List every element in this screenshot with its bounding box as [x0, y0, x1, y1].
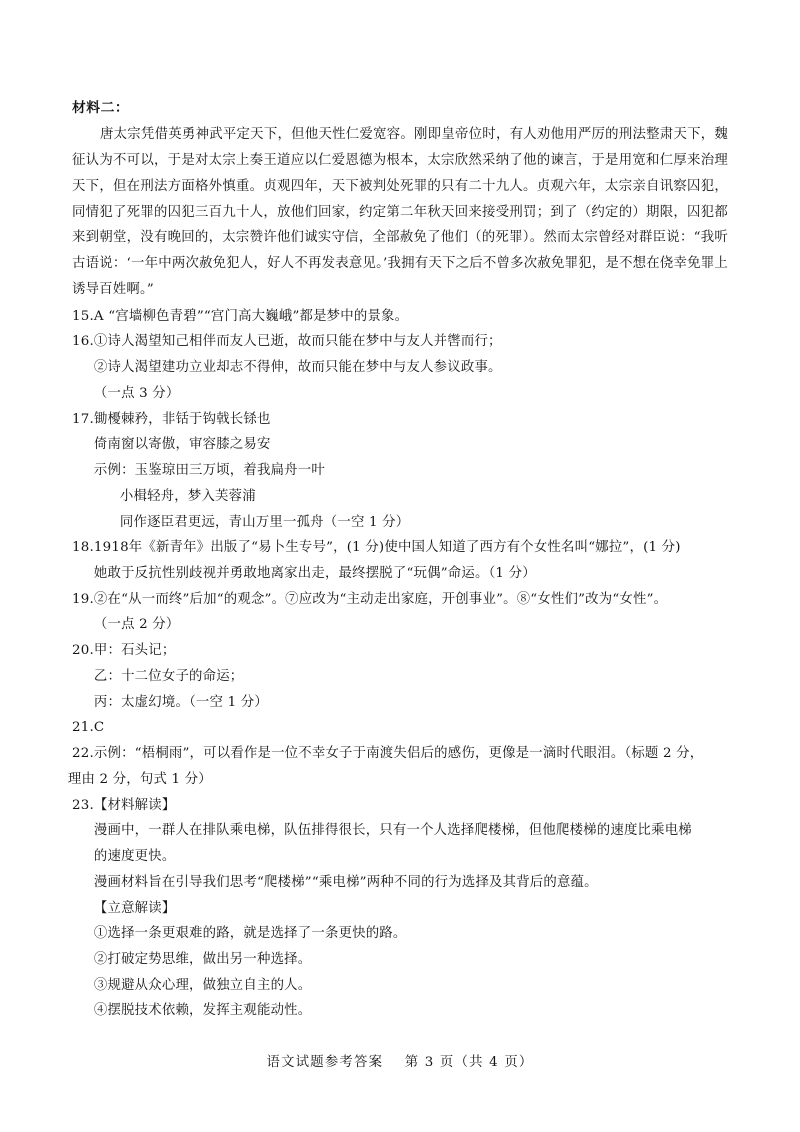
- answer-line: ②打破定势思维，做出另一种选择。: [93, 951, 312, 967]
- answer-line: 甲：石头记；: [93, 643, 176, 659]
- answer-item-18: [72, 535, 728, 586]
- material-paragraph: 唐太宗凭借英勇神武平定天下，但他天性仁爱宽容。刚即皇帝位时，有人劝他用严厉的刑法整肃天下，魏征认为不可以，于是对太宗上奏王道应以仁爱恩德为根本，太宗欣然采纳了他的谏言，于是用宽和仁厚来治理天下，但在刑法方面格外慎重。贞观四年，天下被判处死罪的只有二十九人。贞观六年，太宗亲自讯察囚犯，同情犯了死罪的囚犯三百九十人，放他们回家，约定第二年秋天回来接受刑罚；到了（约定的）期限，囚犯都来到朝堂，没有晚回的，太宗赞许他们诚实守信，全部赦免了他们（的死罪）。然而太宗曾经对群臣说：“我听古语说：‘一年中两次赦免犯人，好人不再发表意见。’我拥有天下之后不曾多次赦免罪犯，是不想在侥幸免罪上诱导百姓啊。”: [72, 127, 728, 297]
- answer-line: ①选择一条更艰难的路，就是选择了一条更快的路。: [93, 926, 407, 942]
- answer-line: ③规避从众心理，做独立自主的人。: [93, 977, 312, 993]
- answer-line: 她敢于反抗性别歧视并勇敢地离家出走，最终摆脱了“玩偶”命运。（1 分）: [93, 565, 536, 581]
- answer-line: 示例：玉鉴琼田三万顷，着我扁舟一叶: [93, 463, 325, 479]
- answer-line: ②诗人渴望建功立业却志不得伸，故而只能在梦中与友人参议政事。: [93, 360, 502, 376]
- answer-line: （一点 2 分）: [93, 617, 180, 633]
- answer-item-17: [72, 407, 728, 536]
- answer-line: 漫画材料旨在引导我们思考“爬楼梯”“乘电梯”两种不同的行为选择及其背后的意蕴。: [93, 874, 598, 890]
- answer-number: 17.: [72, 411, 94, 427]
- page-footer: [0, 1051, 800, 1070]
- answer-number: 22.: [72, 746, 94, 762]
- answer-line: 小楫轻舟，梦入芙蓉浦: [119, 488, 256, 504]
- answer-item-21: [72, 715, 728, 741]
- answer-number: 15.: [72, 308, 94, 324]
- answer-line: 理由 2 分，句式 1 分）: [67, 771, 212, 787]
- document-body: [67, 95, 728, 1024]
- answer-line: 1918年《新青年》出版了“易卜生专号”，(1 分)使中国人知道了西方有个女性名叫“娜拉”，(1 分): [93, 540, 681, 556]
- answer-line: ④摆脱技术依赖，发挥主观能动性。: [93, 1003, 312, 1019]
- answer-item-15: [72, 304, 728, 330]
- answer-line: （一点 3 分）: [93, 385, 180, 401]
- answer-line: 同作逐臣君更远，青山万里一孤舟（一空 1 分）: [119, 514, 410, 530]
- answer-line: 倚南窗以寄傲，审容膝之易安: [93, 437, 271, 453]
- answer-line: ②在“从一而终”后加“的观念”。⑦应改为“主动走出家庭，开创事业”。⑧“女性们”改为“女性”。: [93, 591, 668, 607]
- answer-subheading: 【立意解读】: [93, 900, 176, 916]
- answer-number: 16.: [72, 334, 94, 350]
- answer-item-23: [72, 793, 728, 1025]
- answer-item-20: [72, 638, 728, 715]
- answer-line: 的速度更快。: [93, 849, 176, 865]
- answer-line: 乙：十二位女子的命运；: [93, 668, 244, 684]
- footer-page-number: 第 3 页（共 4 页）: [404, 1055, 534, 1070]
- answer-item-22: [67, 741, 728, 792]
- answer-item-19: [72, 587, 728, 638]
- answer-number: 18.: [72, 540, 94, 556]
- material-heading: 材料二：: [72, 100, 130, 116]
- answer-line: 丙：太虚幻境。（一空 1 分）: [93, 694, 268, 710]
- answer-number: 23.: [72, 797, 94, 813]
- answer-number: 20.: [72, 643, 94, 659]
- footer-title: 语文试题参考答案: [266, 1055, 384, 1070]
- answer-number: 21.: [72, 720, 94, 736]
- answer-subheading: 【材料解读】: [93, 797, 176, 813]
- answer-line: 示例：“梧桐雨”，可以看作是一位不幸女子于南渡失侣后的感伤，更像是一滴时代眼泪。（标题 2 分，: [93, 746, 704, 762]
- answer-line: C: [93, 720, 105, 736]
- answer-item-16: [72, 329, 728, 406]
- answer-line: 锄櫌棘矜，非铦于钩戟长铩也: [93, 411, 271, 427]
- answer-line: ①诗人渴望知己相伴而友人已逝，故而只能在梦中与友人并辔而行；: [93, 334, 502, 350]
- answer-line: 漫画中，一群人在排队乘电梯，队伍排得很长，只有一个人选择爬楼梯，但他爬楼梯的速度比乘电梯: [93, 823, 692, 839]
- answer-line: A “宫墙柳色青碧”“宫门高大巍峨”都是梦中的景象。: [93, 308, 409, 324]
- answer-number: 19.: [72, 591, 94, 607]
